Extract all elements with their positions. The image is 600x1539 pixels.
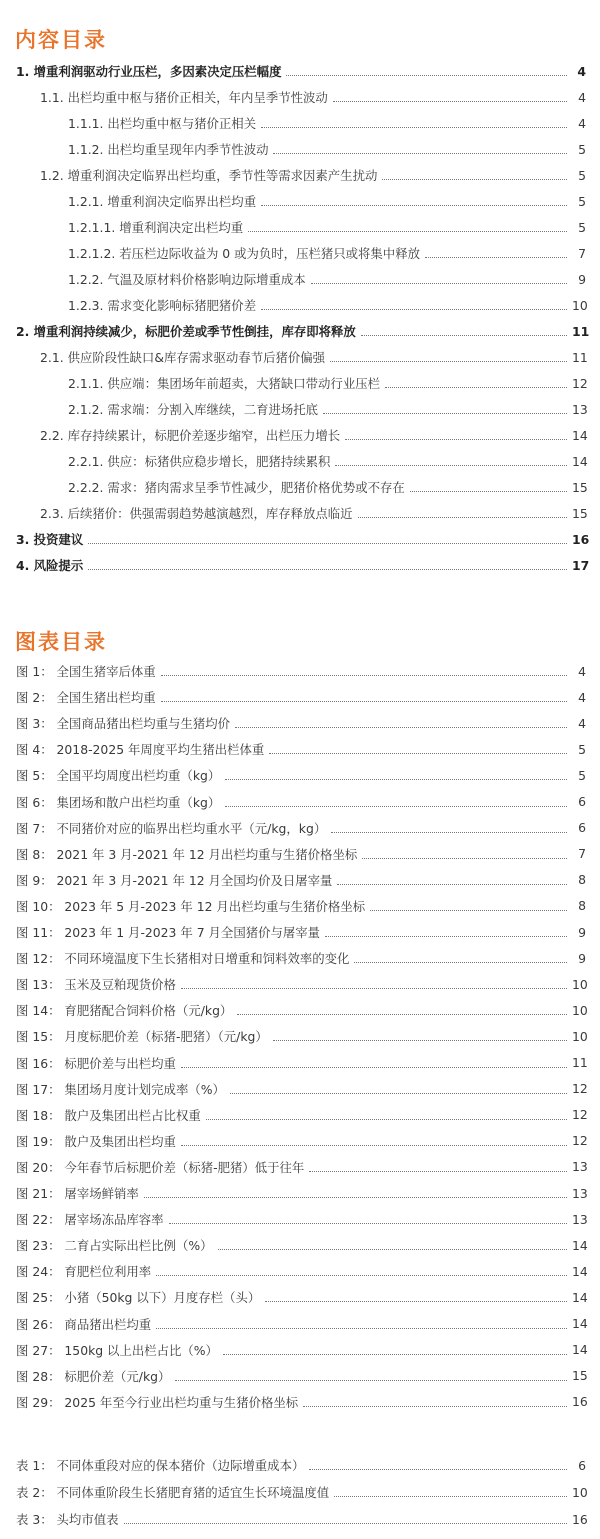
entry-page-number: 14 [572,1316,588,1331]
dot-leader [273,144,567,154]
toc-entry[interactable] [40,424,586,446]
dot-leader [261,300,567,310]
dot-leader [265,1292,567,1302]
figure-entry[interactable] [16,1025,586,1047]
entry-page-number: 17 [572,557,590,573]
entry-page-number: 9 [578,950,586,966]
entry-page-number: 15 [572,479,588,495]
toc-entry[interactable] [40,346,586,368]
entry-page-number: 11 [572,1055,588,1070]
entry-label: 2.1.1. 供应端：集团场年前超卖，大猪缺口带动行业压栏 [68,376,380,391]
dot-leader [410,482,567,492]
figure-entry[interactable] [16,1365,586,1387]
entry-label: 图 14： 育肥猪配合饲料价格（元/kg） [16,1003,233,1019]
entry-page-number: 5 [578,219,586,235]
entry-label: 图 19： 散户及集团出栏均重 [16,1133,176,1149]
dot-leader [309,1460,567,1470]
entry-label: 图 17： 集团场月度计划完成率（%） [16,1081,225,1097]
entry-page-number: 15 [572,1368,588,1384]
dot-leader [161,692,567,702]
dot-leader [88,534,567,544]
figure-entry[interactable] [16,843,586,865]
dot-leader [156,1319,567,1329]
dot-leader [124,1514,568,1524]
entry-page-number: 8 [578,898,586,914]
dot-leader [237,1005,567,1015]
entry-page-number: 13 [572,401,588,417]
dot-leader [361,326,567,336]
dot-leader [370,901,567,911]
entry-page-number: 12 [572,375,588,391]
entry-page-number: 12 [572,1081,588,1097]
entry-label: 2.1. 供应阶段性缺口&库存需求驱动春节后猪价偏强 [40,350,326,365]
figure-entry[interactable] [16,869,586,891]
dot-leader [354,953,567,963]
entry-label: 2.2. 库存持续累计，标肥价差逐步缩窄，出栏压力增长 [40,428,341,443]
dot-leader [156,1266,567,1276]
toc-entry[interactable] [40,502,586,524]
entry-page-number: 9 [578,271,586,287]
entry-page-number: 13 [572,1185,588,1201]
entry-label: 2. 增重利润持续减少，标肥价差或季节性倒挂，库存即将释放 [16,324,356,339]
dot-leader [218,1240,568,1250]
entry-label: 图 20： 今年春节后标肥价差（标猪-肥猪）低于往年 [16,1159,305,1175]
figure-entry[interactable] [16,1286,586,1308]
dot-leader [303,1397,567,1407]
toc-entry[interactable] [16,320,590,342]
entry-label: 1.2.1. 增重利润决定临界出栏均重 [68,194,257,209]
toc-entry[interactable] [68,138,586,160]
toc-entry[interactable] [68,398,586,420]
figure-entry[interactable] [16,921,586,943]
toc-entry[interactable] [40,164,586,186]
entry-label: 图 26： 商品猪出栏均重 [16,1316,152,1332]
entry-label: 图 27： 150kg 以上出栏占比（%） [16,1342,218,1358]
dot-leader [273,1031,567,1041]
figure-entry[interactable] [16,1391,586,1413]
dot-leader [333,92,567,102]
entry-page-number: 7 [578,846,586,862]
entry-label: 3. 投资建议 [16,532,84,547]
entry-page-number: 13 [572,1159,588,1175]
entry-label: 图 13： 玉米及豆粕现货价格 [16,977,176,993]
toc-entry[interactable] [68,476,586,498]
entry-page-number: 4 [578,115,586,131]
entry-page-number: 5 [578,193,586,209]
figure-entry[interactable] [16,1104,586,1126]
entry-page-number: 14 [572,1263,588,1279]
toc-entry[interactable] [68,268,586,290]
dot-leader [311,274,567,284]
dot-leader [323,404,567,414]
entry-label: 图 1： 全国生猪宰后体重 [16,664,156,679]
entry-label: 图 28： 标肥价差（元/kg） [16,1368,171,1384]
entry-label: 图 11： 2023 年 1 月-2023 年 7 月全国猪价与屠宰量 [16,925,321,940]
dot-leader [161,666,567,676]
entry-page-number: 6 [578,1457,586,1473]
entry-label: 图 9： 2021 年 3 月-2021 年 12 月全国均价及日屠宰量 [16,872,333,888]
dot-leader [230,1084,567,1094]
entry-page-number: 10 [572,297,588,313]
dot-leader [358,508,567,518]
entry-label: 图 18： 散户及集团出栏占比权重 [16,1107,201,1123]
table-entry[interactable] [16,1454,586,1476]
dot-leader [425,248,567,258]
entry-page-number: 10 [572,1484,588,1500]
entry-label: 1. 增重利润驱动行业压栏，多因素决定压栏幅度 [16,64,282,79]
entry-page-number: 4 [578,715,586,731]
figure-entry[interactable] [16,1156,586,1178]
figures-title: 图表目录 [15,630,107,654]
entry-page-number: 4 [578,689,586,705]
figure-entry[interactable] [16,1078,586,1100]
entry-label: 图 21： 屠宰场鲜销率 [16,1186,139,1201]
entry-label: 图 23： 二育占实际出栏比例（%） [16,1238,213,1254]
dot-leader [88,560,567,570]
entry-page-number: 4 [578,663,586,679]
entry-page-number: 5 [578,141,586,157]
figure-entry[interactable] [16,947,586,969]
dot-leader [337,875,567,885]
toc-entry[interactable] [68,216,586,238]
figure-entry[interactable] [16,973,586,995]
figure-entry[interactable] [16,1313,586,1335]
entry-label: 图 22： 屠宰场冻品库容率 [16,1212,164,1228]
entry-page-number: 14 [572,427,588,443]
entry-label: 图 24： 育肥栏位利用率 [16,1264,152,1280]
entry-label: 表 1： 不同体重段对应的保本猪价（边际增重成本） [16,1458,305,1473]
entry-label: 图 15： 月度标肥价差（标猪-肥猪）（元/kg） [16,1029,268,1045]
entry-page-number: 4 [578,89,586,105]
entry-label: 图 2： 全国生猪出栏均重 [16,690,156,706]
entry-label: 图 12： 不同环境温度下生长猪相对日增重和饲料效率的变化 [16,951,350,967]
entry-page-number: 14 [572,453,588,469]
entry-label: 图 29： 2025 年至今行业出栏均重与生猪价格坐标 [16,1394,299,1410]
table-entry[interactable] [16,1508,586,1530]
dot-leader [175,1371,567,1381]
dot-leader [261,118,567,128]
toc-entry[interactable] [68,112,586,134]
toc-title: 内容目录 [15,28,107,52]
dot-leader [286,66,567,76]
entry-label: 表 3： 头均市值表 [16,1512,119,1527]
figure-entry[interactable] [16,999,586,1021]
entry-page-number: 11 [572,323,590,339]
entry-label: 1.2. 增重利润决定临界出栏均重，季节性等需求因素产生扰动 [40,168,378,183]
dot-leader [325,927,567,937]
entry-page-number: 10 [572,976,588,992]
dot-leader [248,222,567,232]
dot-leader [269,744,567,754]
entry-label: 图 10： 2023 年 5 月-2023 年 12 月出栏均重与生猪价格坐标 [16,898,366,914]
entry-page-number: 12 [572,1107,588,1123]
entry-page-number: 16 [572,1394,588,1410]
dot-leader [169,1214,567,1224]
dot-leader [225,770,567,780]
entry-label: 图 8： 2021 年 3 月-2021 年 12 月出栏均重与生猪价格坐标 [16,846,358,862]
entry-page-number: 11 [572,349,588,365]
entry-label: 1.2.2. 气温及原材料价格影响边际增重成本 [68,272,306,287]
entry-label: 1.2.1.2. 若压栏边际收益为 0 或为负时，压栏猪只或将集中释放 [68,246,420,261]
entry-page-number: 5 [578,767,586,783]
toc-entry[interactable] [16,528,590,550]
figure-entry[interactable] [16,1182,586,1204]
dot-leader [181,1058,567,1068]
dot-leader [345,430,567,440]
entry-label: 2.2.1. 供应：标猪供应稳步增长，肥猪持续累积 [68,454,331,469]
toc-entry[interactable] [68,372,586,394]
entry-label: 图 4： 2018-2025 年周度平均生猪出栏体重 [16,742,265,758]
entry-label: 图 7： 不同猪价对应的临界出栏均重水平（元/kg，kg） [16,820,327,836]
entry-label: 2.2.2. 需求：猪肉需求呈季节性减少，肥猪价格优势或不存在 [68,480,405,495]
figure-entry[interactable] [16,817,586,839]
entry-label: 1.2.1.1. 增重利润决定出栏均重 [68,220,244,235]
entry-page-number: 6 [578,820,586,836]
toc-entry[interactable] [40,86,586,108]
toc-entry[interactable] [68,450,586,472]
entry-page-number: 14 [572,1342,588,1358]
toc-entry[interactable] [68,294,586,316]
dot-leader [225,797,567,807]
entry-label: 2.3. 后续猪价：供强需弱趋势越演越烈，库存释放点临近 [40,506,353,521]
dot-leader [181,1136,567,1146]
dot-leader [334,1487,567,1497]
entry-page-number: 10 [572,1002,588,1018]
entry-page-number: 13 [572,1211,588,1227]
entry-label: 表 2： 不同体重阶段生长猪肥育猪的适宜生长环境温度值 [16,1485,330,1500]
toc-entry[interactable] [16,60,586,82]
entry-page-number: 12 [572,1133,588,1149]
dot-leader [331,823,567,833]
entry-page-number: 10 [572,1028,588,1044]
dot-leader [261,196,567,206]
figure-entry[interactable] [16,791,586,813]
entry-label: 1.2.3. 需求变化影响标猪肥猪价差 [68,298,257,313]
figure-entry[interactable] [16,764,586,786]
entry-label: 图 25： 小猪（50kg 以下）月度存栏（头） [16,1290,261,1306]
entry-page-number: 7 [578,245,586,261]
entry-page-number: 4 [577,63,586,79]
entry-label: 图 6： 集团场和散户出栏均重（kg） [16,794,221,810]
entry-page-number: 6 [578,794,586,809]
figure-entry[interactable] [16,1208,586,1230]
entry-page-number: 15 [572,505,588,521]
dot-leader [181,979,567,989]
toc-entry[interactable] [68,190,586,212]
entry-label: 1.1.1. 出栏均重中枢与猪价正相关 [68,116,257,131]
figure-entry[interactable] [16,712,586,734]
entry-page-number: 16 [572,1511,588,1527]
figure-entry[interactable] [16,895,586,917]
toc-entry[interactable] [16,554,590,576]
figure-entry[interactable] [16,738,586,760]
entry-label: 图 5： 全国平均周度出栏均重（kg） [16,768,221,784]
entry-page-number: 5 [578,741,586,757]
dot-leader [223,1345,567,1355]
dot-leader [235,718,567,728]
entry-label: 2.1.2. 需求端：分割入库继续，二育进场托底 [68,402,319,417]
dot-leader [309,1162,567,1172]
table-entry[interactable] [16,1481,586,1503]
dot-leader [362,849,567,859]
entry-label: 1.1. 出栏均重中枢与猪价正相关，年内呈季节性波动 [40,90,328,105]
figure-entry[interactable] [16,1234,586,1256]
entry-label: 图 3： 全国商品猪出栏均重与生猪均价 [16,716,231,732]
dot-leader [206,1110,567,1120]
entry-page-number: 16 [572,531,590,547]
entry-page-number: 8 [578,872,586,888]
entry-page-number: 14 [572,1289,588,1305]
figure-entry[interactable] [16,1260,586,1282]
figure-entry[interactable] [16,1052,586,1074]
entry-label: 1.1.2. 出栏均重呈现年内季节性波动 [68,142,269,157]
figure-entry[interactable] [16,660,586,682]
dot-leader [385,378,567,388]
entry-label: 图 16： 标肥价差与出栏均重 [16,1055,176,1071]
figure-entry[interactable] [16,686,586,708]
dot-leader [382,170,567,180]
entry-page-number: 5 [578,167,586,183]
figure-entry[interactable] [16,1339,586,1361]
entry-page-number: 14 [572,1237,588,1253]
dot-leader [144,1188,567,1198]
toc-entry[interactable] [68,242,586,264]
dot-leader [335,456,567,466]
dot-leader [330,352,567,362]
entry-label: 4. 风险提示 [16,558,84,573]
entry-page-number: 9 [578,924,586,940]
figure-entry[interactable] [16,1130,586,1152]
